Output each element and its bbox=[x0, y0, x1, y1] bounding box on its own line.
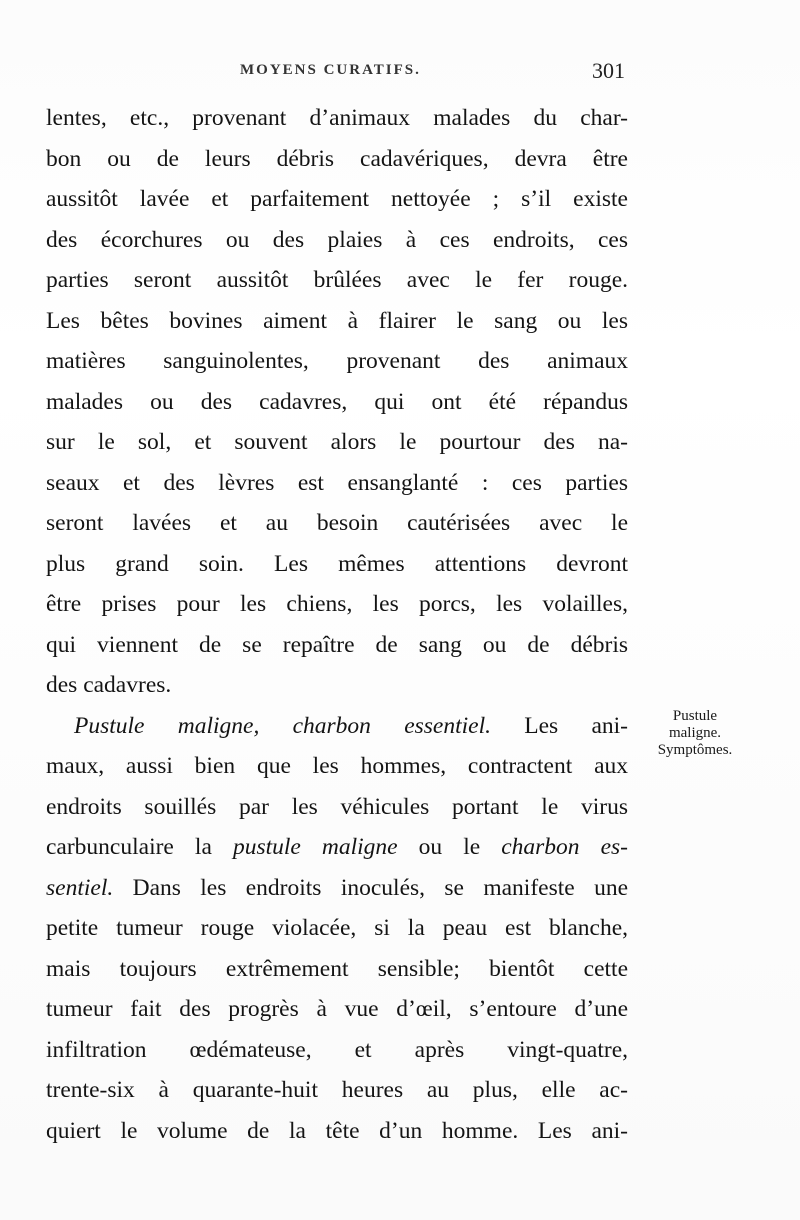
text-line: mais toujours extrêmement sensible; bientôt cette bbox=[46, 955, 628, 982]
marginal-note-line: maligne. bbox=[668, 725, 722, 741]
text-line bbox=[46, 827, 628, 868]
section-heading-line bbox=[46, 706, 628, 747]
text-line bbox=[46, 868, 628, 909]
text-fragment: carbunculaire la bbox=[46, 834, 233, 860]
marginal-note-line: Pustule bbox=[672, 708, 718, 724]
text-line: bon ou de leurs débris cadavériques, devra être bbox=[46, 145, 628, 172]
text-line: qui viennent de se repaître de sang ou de débris bbox=[46, 631, 628, 658]
text-line: seront lavées et au besoin cautérisées avec le bbox=[46, 510, 628, 536]
text-line: infiltration œdémateuse, et après vingt-quatre, bbox=[46, 1036, 628, 1063]
running-head bbox=[0, 58, 800, 90]
body-text bbox=[46, 98, 628, 1151]
text-line: sur le sol, et souvent alors le pourtour des na- bbox=[46, 429, 628, 455]
text-line: quiert le volume de la tête d’un homme. Les ani- bbox=[46, 1117, 628, 1144]
text-line: endroits souillés par les véhicules portant le virus bbox=[46, 793, 628, 820]
text-line: malades ou des cadavres, qui ont été répandus bbox=[46, 388, 628, 415]
marginal-note-line: Symptômes. bbox=[657, 742, 733, 758]
text-line: être prises pour les chiens, les porcs, les volailles, bbox=[46, 591, 628, 617]
italic-term: sentiel. bbox=[46, 874, 114, 901]
text-line: des cadavres. bbox=[46, 672, 172, 698]
marginal-note bbox=[640, 708, 750, 759]
text-line: trente-six à quarante-huit heures au plus, elle ac- bbox=[46, 1077, 628, 1103]
text-line: aussitôt lavée et parfaitement nettoyée ; s’il existe bbox=[46, 186, 628, 212]
text-line: parties seront aussitôt brûlées avec le fer rouge. bbox=[46, 267, 628, 293]
text-line: matières sanguinolentes, provenant des animaux bbox=[46, 348, 628, 374]
running-title: MOYENS CURATIFS. bbox=[240, 62, 421, 78]
text-line: lentes, etc., provenant d’animaux malades du char- bbox=[46, 105, 628, 131]
text-line: maux, aussi bien que les hommes, contractent aux bbox=[46, 753, 628, 779]
text-line: Les bêtes bovines aiment à flairer le sang ou les bbox=[46, 307, 628, 334]
page-number: 301 bbox=[592, 58, 625, 83]
text-line: des écorchures ou des plaies à ces endroits, ces bbox=[46, 226, 628, 253]
text-fragment: Les ani- bbox=[491, 712, 628, 739]
section-heading: Pustule maligne, charbon essentiel. bbox=[74, 712, 491, 739]
text-fragment: ou le bbox=[397, 834, 502, 860]
text-line: seaux et des lèvres est ensanglanté : ces parties bbox=[46, 469, 628, 496]
text-line: tumeur fait des progrès à vue d’œil, s’entoure d’une bbox=[46, 996, 628, 1022]
italic-term: pustule maligne bbox=[232, 834, 398, 860]
text-line: plus grand soin. Les mêmes attentions devront bbox=[46, 550, 628, 577]
italic-term: charbon es- bbox=[501, 834, 628, 860]
text-fragment: Dans les endroits inoculés, se manifeste une bbox=[113, 874, 628, 901]
text-line: petite tumeur rouge violacée, si la peau est blanche, bbox=[46, 915, 628, 941]
